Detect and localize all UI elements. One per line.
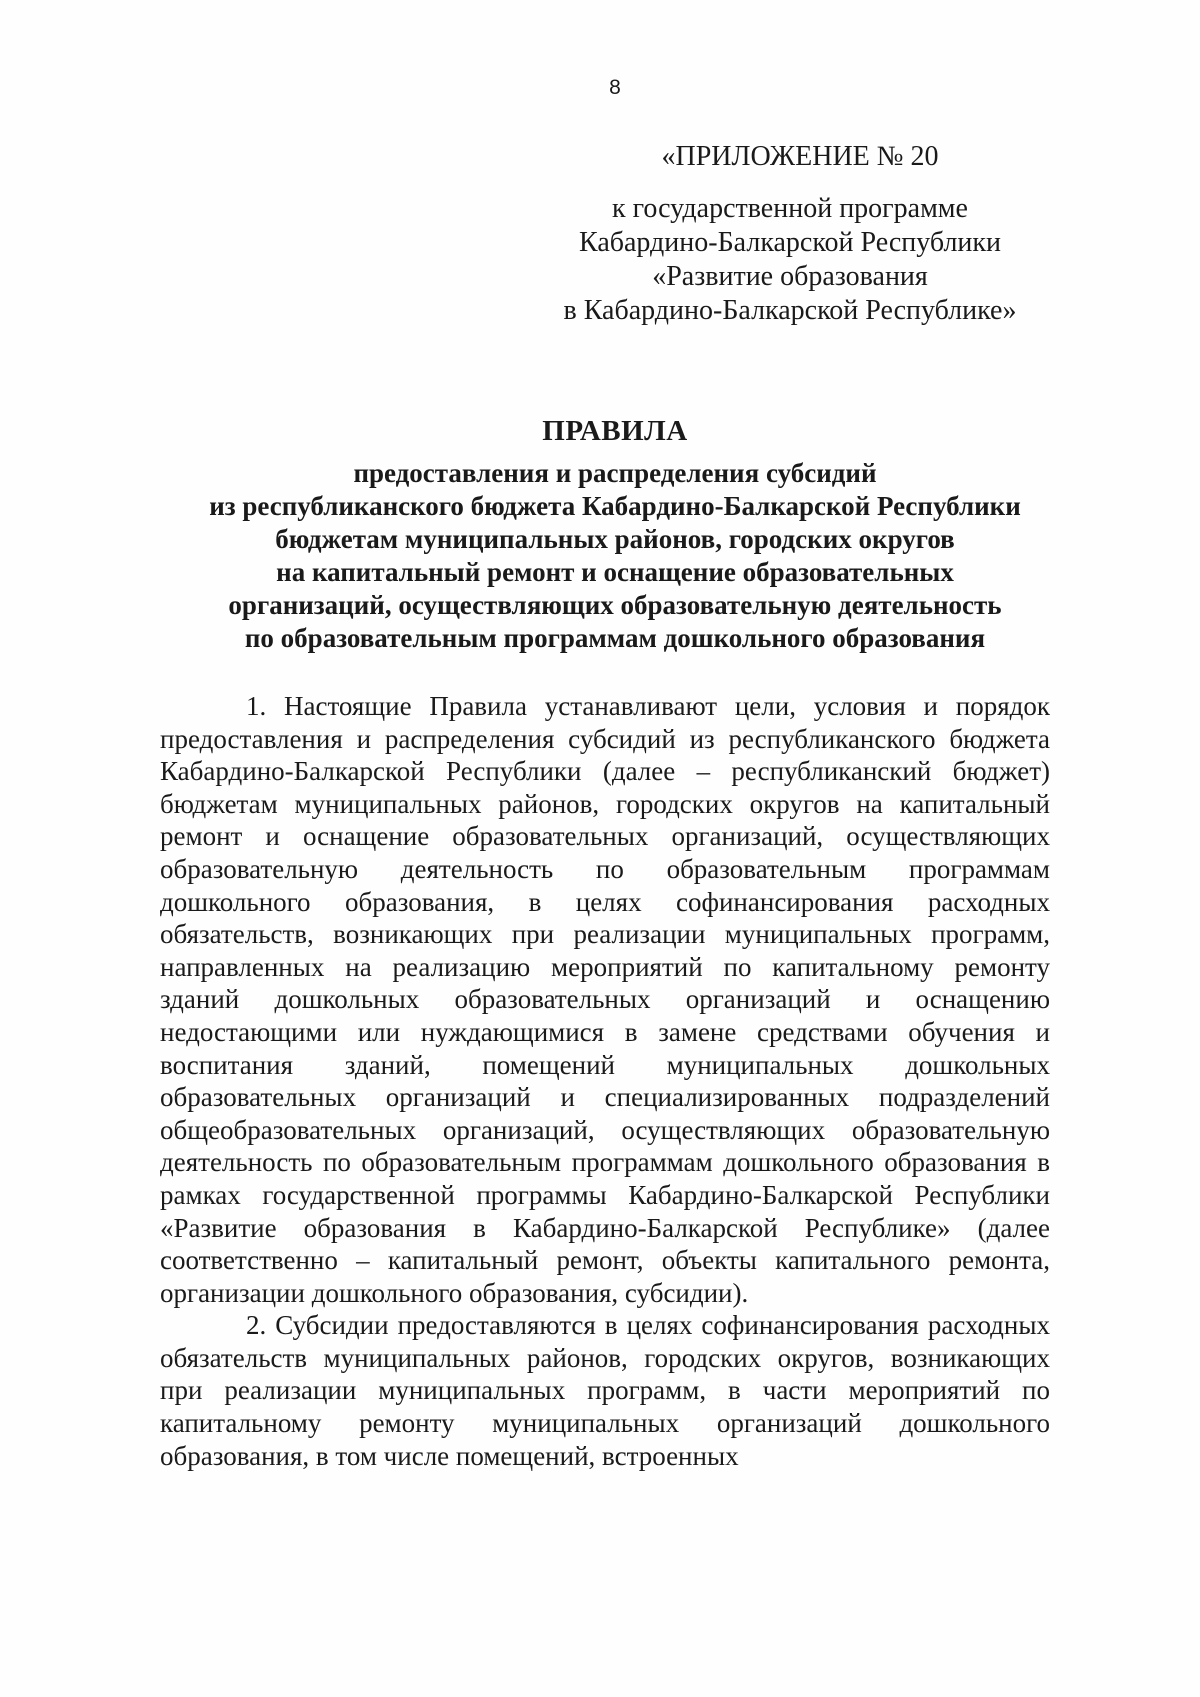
appendix-title: «ПРИЛОЖЕНИЕ № 20 bbox=[661, 141, 939, 172]
page-number: 8 bbox=[609, 76, 621, 99]
document-subtitle bbox=[150, 457, 1080, 655]
subtitle-line: предоставления и распределения субсидий bbox=[353, 458, 877, 488]
subtitle-line: из республиканского бюджета Кабардино-Балкарской Республики bbox=[209, 491, 1021, 521]
subtitle-line: на капитальный ремонт и оснащение образовательных bbox=[276, 557, 954, 587]
appendix-line: в Кабардино-Балкарской Республике» bbox=[563, 295, 1017, 326]
appendix-line: Кабардино-Балкарской Республики bbox=[579, 227, 1001, 258]
document-title: ПРАВИЛА bbox=[542, 415, 688, 447]
subtitle-line: по образовательным программам дошкольного образования bbox=[244, 623, 986, 653]
document-body bbox=[160, 690, 1050, 1472]
paragraph-2: 2. Субсидии предоставляются в целях софинансирования расходных обязательств муниципальных районов, городских округов, возникающих при реализации муниципальных программ, в части мероприятий по капитальному ремонту муниципальных организаций дошкольного образования, в том числе помещений, встроенных bbox=[160, 1310, 1050, 1471]
subtitle-line: организаций, осуществляющих образовательную деятельность bbox=[228, 590, 1002, 620]
paragraph-1: 1. Настоящие Правила устанавливают цели, условия и порядок предоставления и распределения субсидий из республиканского бюджета Кабардино-Балкарской Республики (далее – республиканский бюджет) бюджетам муниципальных районов, городских округов на капитальный ремонт и оснащение образовательных организаций, осуществляющих образовательную деятельность по образовательным программам дошкольного образования, в целях софинансирования расходных обязательств, возникающих при реализации муниципальных программ, направленных на реализацию мероприятий по капитальному ремонту зданий дошкольных образовательных организаций и оснащению недостающими или нуждающимися в замене средствами обучения и воспитания зданий, помещений муниципальных дошкольных образовательных организаций и специализированных подразделений общеобразовательных организаций, осуществляющих образовательную деятельность по образовательным программам дошкольного образования в рамках государственной программы Кабардино-Балкарской Республики «Развитие образования в Кабардино-Балкарской Республике» (далее соответственно – капитальный ремонт, объекты капитального ремонта, организации дошкольного образования, субсидии). bbox=[160, 691, 1050, 1308]
appendix-header bbox=[510, 140, 1070, 328]
appendix-line: к государственной программе bbox=[612, 193, 968, 224]
subtitle-line: бюджетам муниципальных районов, городских округов bbox=[275, 524, 955, 554]
appendix-line: «Развитие образования bbox=[652, 261, 928, 292]
